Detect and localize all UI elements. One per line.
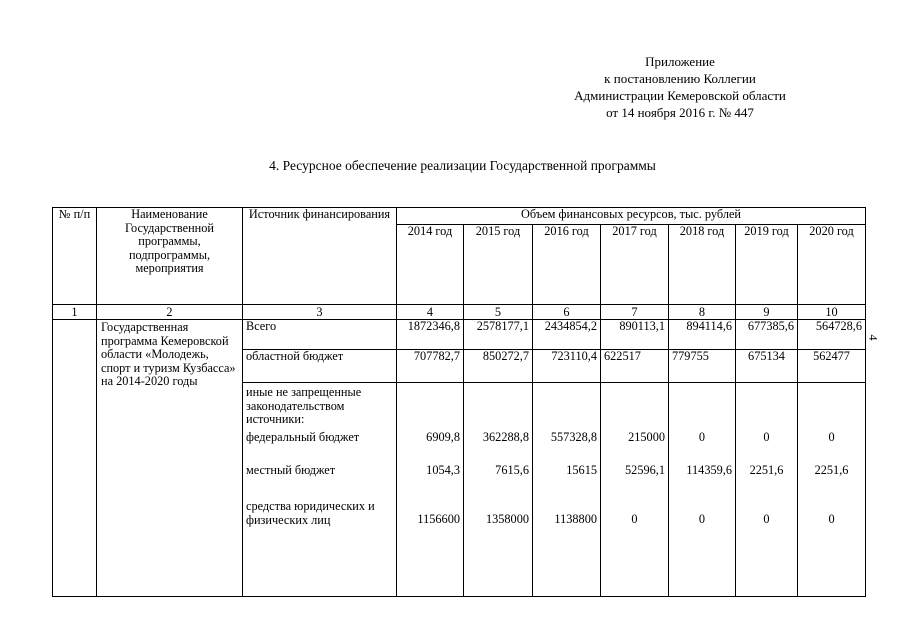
value-stack [464,320,532,596]
value-cell: 0 [763,512,770,526]
source-stack [243,320,396,596]
value-cell: 6909,8 [426,430,460,444]
value-cell: 0 [631,512,638,526]
column-number: 3 [243,305,397,320]
value-stack [533,320,600,596]
source-label: областной бюджет [246,349,344,363]
value-cell: 557328,8 [550,430,597,444]
value-column [464,320,533,597]
value-cell: 779755 [669,350,735,383]
value-cell: 362288,8 [482,430,529,444]
column-number: 7 [601,305,669,320]
value-column [397,320,464,597]
other-sources-label: иные не запрещенные законодательством источники: [246,385,362,427]
source-total-cell [243,320,396,350]
value-cell: 0 [698,512,706,526]
header-volume: Объем финансовых ресурсов, тыс. рублей [397,208,866,225]
source-label: местный бюджет [246,463,336,477]
value-cell: 675134 [736,350,797,383]
resource-table [52,207,866,597]
header-year: 2020 год [798,225,866,305]
value-cell: 1156600 [417,512,460,526]
value-cell: 622517 [601,350,668,383]
value-cell: 7615,6 [495,463,529,477]
value-column [736,320,798,597]
header-year: 2016 год [533,225,601,305]
value-cell: 723110,4 [533,350,600,383]
value-cell: 564728,6 [798,320,865,350]
header-year: 2014 год [397,225,464,305]
value-column [669,320,736,597]
value-stack [397,320,463,596]
column-number: 2 [97,305,243,320]
header-year: 2018 год [669,225,736,305]
value-cell: 2434854,2 [533,320,600,350]
header-year: 2017 год [601,225,669,305]
value-column [601,320,669,597]
appendix-header [540,53,820,121]
value-column [533,320,601,597]
column-number-row [53,305,866,320]
value-cell: 1138800 [554,512,597,526]
value-cell: 562477 [798,350,865,383]
source-label: Всего [246,319,277,333]
column-number: 1 [53,305,97,320]
value-cell: 0 [828,512,835,526]
value-cell: 2251,6 [814,463,849,477]
value-stack [669,320,735,596]
value-cell: 0 [698,430,706,444]
value-cell: 677385,6 [736,320,797,350]
source-label: федеральный бюджет [246,430,360,444]
value-stack [736,320,797,596]
column-number: 5 [464,305,533,320]
column-number: 9 [736,305,798,320]
column-number: 6 [533,305,601,320]
value-cell: 707782,7 [397,350,463,383]
value-cell: 114359,6 [686,463,732,477]
program-name: Государственная программа Кемеровской области «Молодежь, спорт и туризм Кузбасса» на 2014-2020 годы [97,320,243,597]
value-cell: 15615 [566,463,597,477]
source-column [243,320,397,597]
appendix-line-1: Приложение [645,54,715,69]
column-number: 10 [798,305,866,320]
page-number: 4 [866,334,881,341]
source-label: средства юридических и физических лиц [246,499,375,527]
source-regional-cell [243,350,396,383]
value-column [798,320,866,597]
value-cell: 0 [828,430,835,444]
value-cell: 1872346,8 [397,320,463,350]
appendix-line-2: к постановлению Коллегии [604,71,756,86]
value-cell: 1358000 [485,512,529,526]
value-cell: 2578177,1 [464,320,532,350]
row-number-cell [53,320,97,597]
table-row [53,320,866,597]
value-cell: 52596,1 [625,463,665,477]
column-number: 4 [397,305,464,320]
value-cell: 890113,1 [601,320,668,350]
header-number: № п/п [53,208,97,305]
document-title: 4. Ресурсное обеспечение реализации Государственной программы [269,158,656,173]
value-stack [601,320,668,596]
value-cell: 0 [763,430,770,444]
header-source: Источник финансирования [243,208,397,305]
value-cell: 894114,6 [669,320,735,350]
appendix-line-3: Администрации Кемеровской области [574,88,786,103]
value-cell: 2251,6 [749,463,784,477]
header-year: 2015 год [464,225,533,305]
value-cell: 215000 [628,430,665,444]
header-year: 2019 год [736,225,798,305]
appendix-line-4: от 14 ноября 2016 г. № 447 [606,105,754,120]
value-cell: 1054,3 [426,463,460,477]
column-number: 8 [669,305,736,320]
value-stack [798,320,865,596]
value-cell: 850272,7 [464,350,532,383]
header-name: Наименование Государственной программы, подпрограммы, мероприятия [97,208,243,305]
